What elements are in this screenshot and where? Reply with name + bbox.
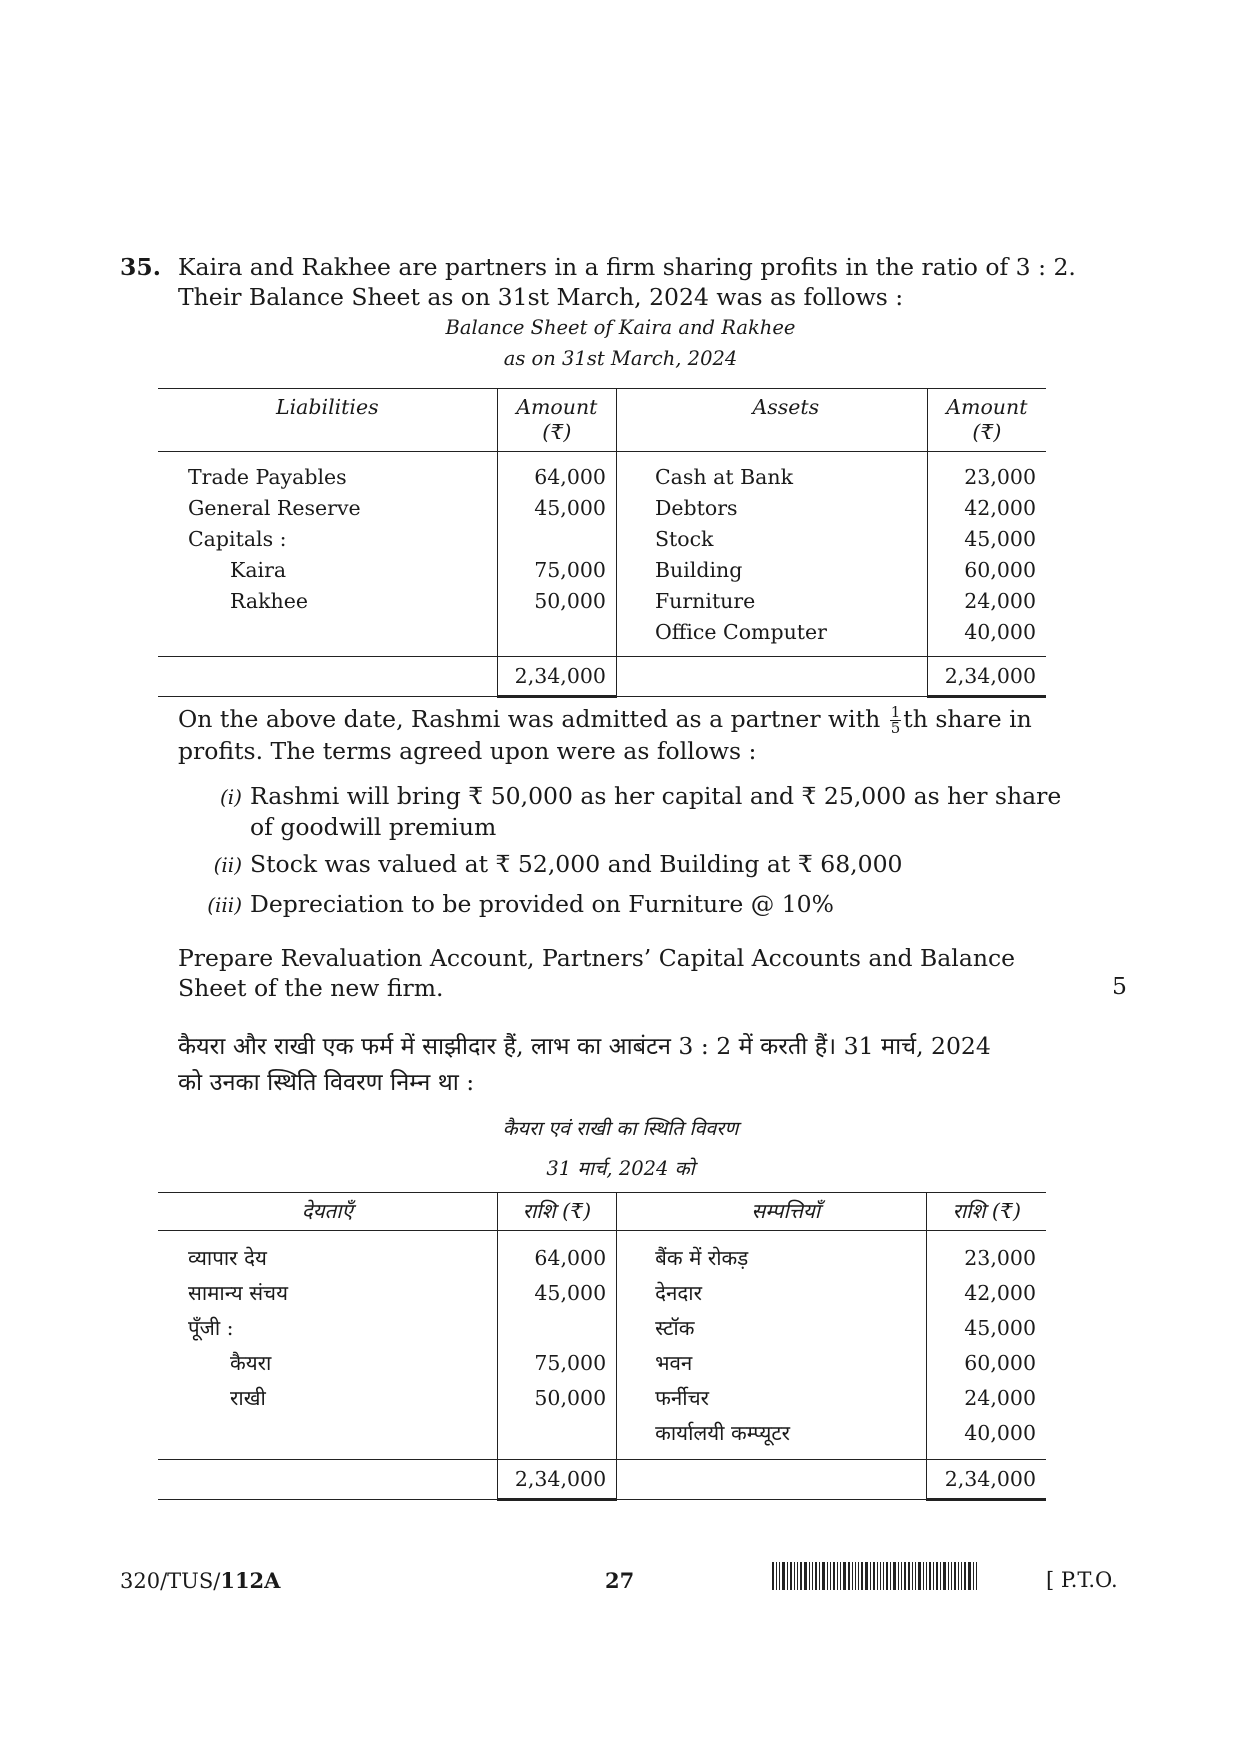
barcode-bar [809,1562,810,1590]
barcode-bar [943,1562,946,1590]
barcode-bar [870,1562,871,1590]
instruction: Prepare Revaluation Account, Partners’ Capital Accounts and Balance Sheet of the new firm. [178,944,1016,1002]
barcode-bar [976,1562,977,1590]
barcode-bar [964,1562,966,1590]
barcode-bar [912,1562,913,1590]
barcode-bar [848,1562,850,1590]
barcode-bar [804,1562,807,1590]
barcode [772,1562,1030,1590]
barcode-bar [794,1562,795,1590]
balance-sheet-caption: Balance Sheet of Kaira and Rakhee [445,316,796,339]
header-amount-assets: राशि (₹) [927,1193,1046,1231]
barcode-bar [918,1562,921,1590]
table-row: Kaira 75,000 Building 60,000 [158,555,1046,586]
barcode-bar [873,1562,875,1590]
barcode-bar [819,1562,820,1590]
barcode-bar [800,1562,802,1590]
header-amount-liabilities: राशि (₹) [497,1193,617,1231]
term-item: (i) Rashmi will bring ₹ 50,000 as her capital and ₹ 25,000 as her share of goodwill premium [219,782,1062,841]
barcode-bar [968,1562,971,1590]
barcode-bar [926,1562,927,1590]
barcode-bar [812,1562,813,1590]
barcode-bar [827,1562,828,1590]
barcode-bar [877,1562,878,1590]
barcode-bar [782,1562,785,1590]
barcode-bar [858,1562,859,1590]
barcode-bar [961,1562,962,1590]
table-row: सामान्य संचय 45,000 देनदार 42,000 [158,1276,1046,1311]
table-row: राखी 50,000 फर्नीचर 24,000 [158,1381,1046,1416]
barcode-bar [787,1562,788,1590]
table-row: Capitals : Stock 45,000 [158,524,1046,555]
question-line-1: Kaira and Rakhee are partners in a firm sharing profits in the ratio of 3 : 2. [178,253,1076,281]
header-liabilities: Liabilities [158,389,497,452]
barcode-bar [837,1562,838,1590]
barcode-bar [915,1562,916,1590]
barcode-bar [815,1562,817,1590]
barcode-bar [973,1562,974,1590]
barcode-bar [890,1562,891,1590]
barcode-bar [861,1562,863,1590]
barcode-bar [893,1562,896,1590]
table-row: पूँजी : स्टॉक 45,000 [158,1311,1046,1346]
table-row: Rakhee 50,000 Furniture 24,000 [158,586,1046,617]
barcode-bar [883,1562,884,1590]
barcode-bar [940,1562,941,1590]
page-number: 27 [605,1568,635,1593]
question-line-2: Their Balance Sheet as on 31st March, 2024 was as follows : [178,283,904,311]
admission-line-2: profits. The terms agreed upon were as follows : [178,737,757,765]
barcode-bar [779,1562,780,1590]
barcode-bar [933,1562,934,1590]
hindi-question: कैयरा और राखी एक फर्म में साझीदार हैं, लाभ का आबंटन 3 : 2 में करती हैं। 31 मार्च, 2024 को उनका स्थिति विवरण निम्न था : [178,1032,991,1096]
question-35 [120,252,1080,312]
barcode-bar [951,1562,952,1590]
barcode-bar [886,1562,888,1590]
barcode-bar [908,1562,910,1590]
table-row: व्यापार देय 64,000 बैंक में रोकड़ 23,000 [158,1231,1046,1277]
barcode-bar [772,1562,774,1590]
barcode-bar [923,1562,924,1590]
total-assets: 2,34,000 [927,657,1046,697]
barcode-bar [936,1562,938,1590]
barcode-bar [855,1562,856,1590]
question-number: 35. [120,253,161,281]
total-row [158,657,1046,697]
paper-code: 320/TUS/112A [120,1568,281,1593]
fraction-one-fifth: $\frac{1}{5}$ [890,703,901,737]
barcode-bar [843,1562,846,1590]
admission-line-1: On the above date, Rashmi was admitted as a partner with $\frac{1}{5}$ th share in [178,703,1032,737]
hindi-balance-sheet-caption: कैयरा एवं राखी का स्थिति विवरण [502,1117,739,1140]
barcode-bar [958,1562,959,1590]
marks: 5 [1112,972,1127,1000]
header-assets: Assets [616,389,927,452]
admission-paragraph [178,704,1068,766]
table-row: कैयरा 75,000 भवन 60,000 [158,1346,1046,1381]
hindi-balance-sheet-date: 31 मार्च, 2024 को [546,1157,695,1180]
barcode-bar [852,1562,853,1590]
header-amount-liabilities: Amount (₹) [497,389,616,452]
balance-sheet-table [158,388,1046,698]
balance-sheet-date: as on 31st March, 2024 [503,347,738,370]
total-liabilities: 2,34,000 [497,1460,617,1500]
total-row [158,1460,1046,1500]
barcode-bar [840,1562,841,1590]
barcode-bar [865,1562,868,1590]
header-liabilities: देयताएँ [158,1193,497,1231]
pto-marker: [ P.T.O. [1046,1568,1118,1592]
barcode-bar [929,1562,931,1590]
barcode-bar [954,1562,956,1590]
total-assets: 2,34,000 [927,1460,1046,1500]
barcode-bar [790,1562,792,1590]
table-row: Office Computer 40,000 [158,617,1046,657]
total-liabilities: 2,34,000 [497,657,616,697]
table-row: कार्यालयी कम्प्यूटर 40,000 [158,1416,1046,1460]
barcode-bar [880,1562,881,1590]
hindi-balance-sheet-table [158,1192,1046,1501]
barcode-bar [822,1562,825,1590]
barcode-bar [904,1562,906,1590]
table-row: General Reserve 45,000 Debtors 42,000 [158,493,1046,524]
barcode-bar [898,1562,899,1590]
barcode-bar [797,1562,798,1590]
barcode-bar [830,1562,831,1590]
header-amount-assets: Amount (₹) [927,389,1046,452]
barcode-bar [833,1562,835,1590]
barcode-bar [776,1562,777,1590]
header-assets: सम्पत्तियाँ [617,1193,927,1231]
term-item: (ii) Stock was valued at ₹ 52,000 and Building at ₹ 68,000 [213,850,903,878]
barcode-bar [901,1562,902,1590]
term-item: (iii) Depreciation to be provided on Furniture @ 10% [207,890,834,918]
table-row: Trade Payables 64,000 Cash at Bank 23,000 [158,452,1046,494]
barcode-bar [948,1562,949,1590]
